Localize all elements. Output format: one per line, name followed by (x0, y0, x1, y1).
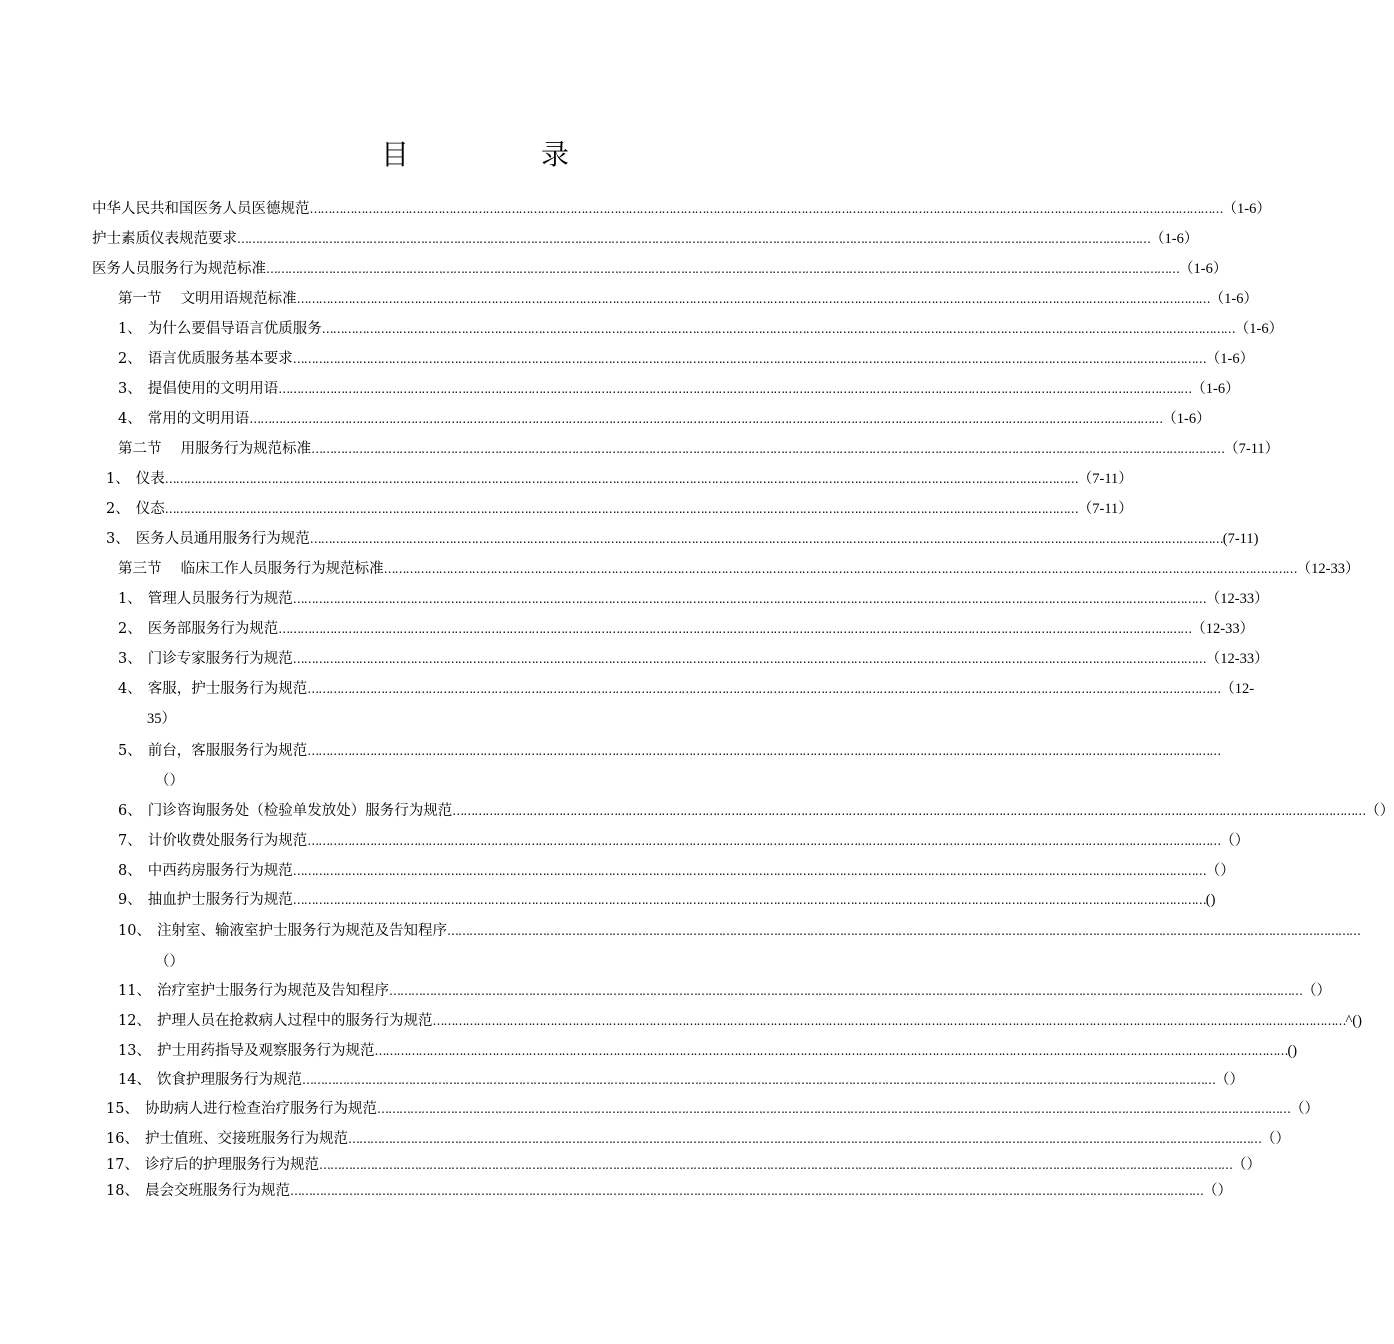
toc-leader-dots: …………………………………………………………………………………………………………………………………………………………………………………………………………………………… (292, 592, 1206, 606)
toc-entry-number: 13、 (118, 1043, 151, 1059)
toc-entry-label: 晨会交班服务行为规范 (144, 1183, 290, 1199)
toc-entry-page: （） (1214, 1072, 1244, 1088)
toc-entry-label: 饮食护理服务行为规范 (156, 1072, 302, 1088)
toc-entry-number: 1、 (118, 591, 142, 607)
toc-entry-label: 护士素质仪表规范要求 (92, 231, 237, 247)
toc-leader-dots: …………………………………………………………………………………………………………………………………………………………………………………………………………………………… (301, 1073, 1215, 1087)
toc-leader-dots: …………………………………………………………………………………………………………………………………………………………………………………………………………………………… (307, 744, 1221, 758)
toc-entry[interactable] (118, 1011, 1362, 1031)
toc-entry-label: 治疗室护士服务行为规范及告知程序 (156, 983, 389, 999)
toc-entry-number: 15、 (106, 1101, 139, 1117)
toc-entry[interactable] (118, 1070, 1244, 1090)
toc-entry-label: 门诊专家服务行为规范 (147, 651, 293, 667)
toc-entry-page: (7-11) (1222, 531, 1259, 547)
toc-entry-page: （） (1231, 1157, 1261, 1173)
toc-entry-label: 中西药房服务行为规范 (147, 863, 293, 879)
toc-entry[interactable] (118, 861, 1235, 881)
toc-entry-page: （12-33） (1205, 591, 1269, 607)
toc-entry-page: （12-33） (1296, 561, 1360, 577)
toc-leader-dots: …………………………………………………………………………………………………………………………………………………………………………………………………………………………… (296, 292, 1210, 306)
toc-entry-number: 3、 (118, 381, 142, 397)
toc-entry-label: 护理人员在抢救病人过程中的服务行为规范 (156, 1013, 433, 1029)
toc-entry-label: 计价收费处服务行为规范 (147, 833, 308, 849)
toc-leader-dots: …………………………………………………………………………………………………………………………………………………………………………………………………………………………… (307, 682, 1221, 696)
toc-entry[interactable] (118, 409, 1211, 429)
toc-leader-dots: …………………………………………………………………………………………………………………………………………………………………………………………………………………………… (278, 622, 1192, 636)
toc-entry-number: 17、 (106, 1157, 139, 1173)
toc-leader-dots: …………………………………………………………………………………………………………………………………………………………………………………………………………………………… (266, 262, 1179, 276)
toc-entry-label: 抽血护士服务行为规范 (147, 892, 293, 908)
toc-entry-page: （12-33） (1191, 621, 1255, 637)
toc-entry-number: 3、 (118, 651, 142, 667)
toc-leader-dots: …………………………………………………………………………………………………………………………………………………………………………………………………………………………… (309, 202, 1223, 216)
toc-leader-dots: …………………………………………………………………………………………………………………………………………………………………………………………………………………………… (292, 893, 1206, 907)
toc-leader-dots: …………………………………………………………………………………………………………………………………………………………………………………………………………………………… (164, 502, 1078, 516)
toc-leader-dots: …………………………………………………………………………………………………………………………………………………………………………………………………………………………… (321, 322, 1235, 336)
toc-entry-page: （1-6） (1234, 321, 1284, 337)
toc-entry-label: 护士值班、交接班服务行为规范 (144, 1131, 348, 1147)
toc-entry-label: 常用的文明用语 (147, 411, 250, 427)
toc-entry-page: （） (1301, 983, 1331, 999)
toc-entry[interactable] (118, 379, 1240, 399)
toc-leader-dots: …………………………………………………………………………………………………………………………………………………………………………………………………………………………… (452, 804, 1366, 818)
toc-entry-page: （） (1205, 863, 1235, 879)
toc-leader-dots: …………………………………………………………………………………………………………………………………………………………………………………………………………………………… (383, 562, 1297, 576)
toc-entry[interactable] (92, 199, 1271, 219)
toc-entry-page: （） (1365, 803, 1394, 819)
toc-leader-dots: …………………………………………………………………………………………………………………………………………………………………………………………………………………………… (289, 1184, 1203, 1198)
toc-entry-label: 第二节 用服务行为规范标准 (118, 441, 312, 457)
toc-entry-label: 门诊咨询服务处（检验单发放处）服务行为规范 (147, 803, 453, 819)
toc-entry-label: 中华人民共和国医务人员医德规范 (92, 201, 310, 217)
toc-entry[interactable] (118, 289, 1258, 309)
toc-entry-label: 医务人员服务行为规范标准 (92, 261, 266, 277)
toc-entry[interactable] (118, 349, 1255, 369)
toc-entry-page: （1-6） (1150, 231, 1199, 247)
toc-entry-label: 客服，护士服务行为规范 (147, 681, 308, 697)
toc-entry[interactable] (118, 741, 1221, 761)
toc-leader-dots: …………………………………………………………………………………………………………………………………………………………………………………………………………………………… (278, 382, 1192, 396)
toc-entry-number: 18、 (106, 1183, 139, 1199)
toc-entry-number: 5、 (118, 743, 142, 759)
toc-leader-dots: …………………………………………………………………………………………………………………………………………………………………………………………………………………………… (376, 1102, 1290, 1116)
toc-entry-number: 3、 (106, 531, 130, 547)
toc-entry[interactable] (118, 559, 1360, 579)
toc-title: 目 录 (380, 138, 621, 171)
toc-entry-page: （1-6） (1191, 381, 1240, 397)
toc-leader-dots: …………………………………………………………………………………………………………………………………………………………………………………………………………………………… (347, 1132, 1261, 1146)
toc-entry-number: 4、 (118, 411, 142, 427)
toc-entry[interactable] (118, 679, 1255, 699)
toc-entry[interactable] (106, 1181, 1232, 1201)
toc-entry-number: 11、 (118, 983, 151, 999)
toc-entry-label: 为什么要倡导语言优质服务 (147, 321, 322, 337)
toc-entry-page: () (1287, 1043, 1298, 1059)
toc-entry-number: 2、 (118, 351, 142, 367)
toc-entry-number: 2、 (118, 621, 142, 637)
toc-entry-number: 16、 (106, 1131, 139, 1147)
toc-entry-page: （） (1220, 833, 1250, 849)
toc-entry-page: （7-11） (1077, 471, 1133, 487)
toc-entry-page: （12- (1220, 681, 1255, 697)
toc-entry-page: （1-6） (1162, 411, 1211, 427)
toc-leader-dots: …………………………………………………………………………………………………………………………………………………………………………………………………………………………… (292, 864, 1206, 878)
toc-entry-label: 医务部服务行为规范 (147, 621, 279, 637)
toc-entry[interactable] (118, 649, 1269, 669)
toc-entry-label: 第三节 临床工作人员服务行为规范标准 (118, 561, 384, 577)
toc-entry-number: 7、 (118, 833, 142, 849)
toc-entry-page: （） (1289, 1101, 1319, 1117)
toc-entry[interactable] (118, 801, 1394, 821)
toc-entry-label: 提倡使用的文明用语 (147, 381, 279, 397)
toc-leader-dots: …………………………………………………………………………………………………………………………………………………………………………………………………………………………… (374, 1044, 1288, 1058)
toc-entry-label: 前台，客服服务行为规范 (147, 743, 308, 759)
toc-entry[interactable] (106, 469, 1133, 489)
toc-entry-page: （1-6） (1222, 201, 1271, 217)
toc-entry-number: 6、 (118, 803, 142, 819)
toc-entry-number: 1、 (118, 321, 142, 337)
toc-leader-dots: …………………………………………………………………………………………………………………………………………………………………………………………………………………………… (388, 984, 1302, 998)
toc-entry-label: 医务人员通用服务行为规范 (135, 531, 310, 547)
toc-entry[interactable] (106, 1155, 1261, 1175)
toc-entry[interactable] (106, 1099, 1319, 1119)
toc-entry-page: ^() (1345, 1013, 1362, 1029)
toc-entry[interactable] (92, 259, 1228, 279)
toc-entry[interactable] (118, 319, 1284, 339)
toc-entry-label: 仪表 (135, 471, 165, 487)
toc-entry-number: 9、 (118, 892, 142, 908)
toc-leader-dots: …………………………………………………………………………………………………………………………………………………………………………………………………………………………… (292, 352, 1206, 366)
toc-entry-label: 仪态 (135, 501, 165, 517)
toc-entry-label: 语言优质服务基本要求 (147, 351, 293, 367)
toc-entry-label: 注射室、输液室护士服务行为规范及告知程序 (156, 923, 447, 939)
toc-entry-number: 8、 (118, 863, 142, 879)
toc-entry-page: （1-6） (1179, 261, 1228, 277)
toc-entry[interactable] (118, 589, 1269, 609)
toc-leader-dots: …………………………………………………………………………………………………………………………………………………………………………………………………………………………… (318, 1158, 1232, 1172)
toc-entry-number: 12、 (118, 1013, 151, 1029)
toc-entry-page: （7-11） (1224, 441, 1280, 457)
toc-entry-page-continued: （） (155, 773, 184, 789)
toc-entry-page: （1-6） (1205, 351, 1255, 367)
toc-entry[interactable] (106, 499, 1133, 519)
toc-entry[interactable] (118, 619, 1255, 639)
toc-entry[interactable] (118, 981, 1331, 1001)
toc-leader-dots: …………………………………………………………………………………………………………………………………………………………………………………………………………………………… (311, 442, 1225, 456)
toc-entry-page: （7-11） (1077, 501, 1133, 517)
toc-entry-number: 10、 (118, 923, 151, 939)
toc-entry[interactable] (118, 439, 1280, 459)
toc-entry-page-continued: 35） (147, 711, 176, 727)
toc-entry[interactable] (118, 890, 1216, 910)
toc-entry[interactable] (118, 1041, 1298, 1061)
toc-entry-page: () (1205, 892, 1216, 908)
toc-leader-dots: …………………………………………………………………………………………………………………………………………………………………………………………………………………………… (249, 412, 1163, 426)
toc-entry-label: 护士用药指导及观察服务行为规范 (156, 1043, 375, 1059)
toc-entry-label: 诊疗后的护理服务行为规范 (144, 1157, 319, 1173)
toc-entry-number: 2、 (106, 501, 130, 517)
toc-entry-page-continued: （） (155, 954, 184, 970)
toc-leader-dots: …………………………………………………………………………………………………………………………………………………………………………………………………………………………… (432, 1014, 1346, 1028)
toc-leader-dots: …………………………………………………………………………………………………………………………………………………………………………………………………………………………… (292, 652, 1206, 666)
toc-entry[interactable] (92, 229, 1199, 249)
toc-entry-number: 14、 (118, 1072, 151, 1088)
toc-leader-dots: …………………………………………………………………………………………………………………………………………………………………………………………………………………………… (237, 232, 1150, 246)
toc-leader-dots: …………………………………………………………………………………………………………………………………………………………………………………………………………………………… (307, 834, 1221, 848)
toc-entry-label: 协助病人进行检查治疗服务行为规范 (144, 1101, 377, 1117)
toc-entry-number: 1、 (106, 471, 130, 487)
toc-entry[interactable] (118, 831, 1250, 851)
toc-entry-number: 4、 (118, 681, 142, 697)
toc-entry-page: （） (1202, 1183, 1232, 1199)
toc-entry-page: （12-33） (1205, 651, 1269, 667)
toc-entry[interactable] (106, 1129, 1290, 1149)
toc-leader-dots: …………………………………………………………………………………………………………………………………………………………………………………………………………………………… (164, 472, 1078, 486)
toc-entry-page: （1-6） (1209, 291, 1258, 307)
toc-entry[interactable] (118, 921, 1360, 941)
toc-leader-dots: …………………………………………………………………………………………………………………………………………………………………………………………………………………………… (309, 532, 1223, 546)
toc-entry-page: （） (1260, 1131, 1290, 1147)
toc-entry-label: 管理人员服务行为规范 (147, 591, 293, 607)
toc-entry[interactable] (106, 529, 1259, 549)
toc-leader-dots: …………………………………………………………………………………………………………………………………………………………………………………………………………………………… (446, 924, 1360, 938)
toc-entry-label: 第一节 文明用语规范标准 (118, 291, 297, 307)
